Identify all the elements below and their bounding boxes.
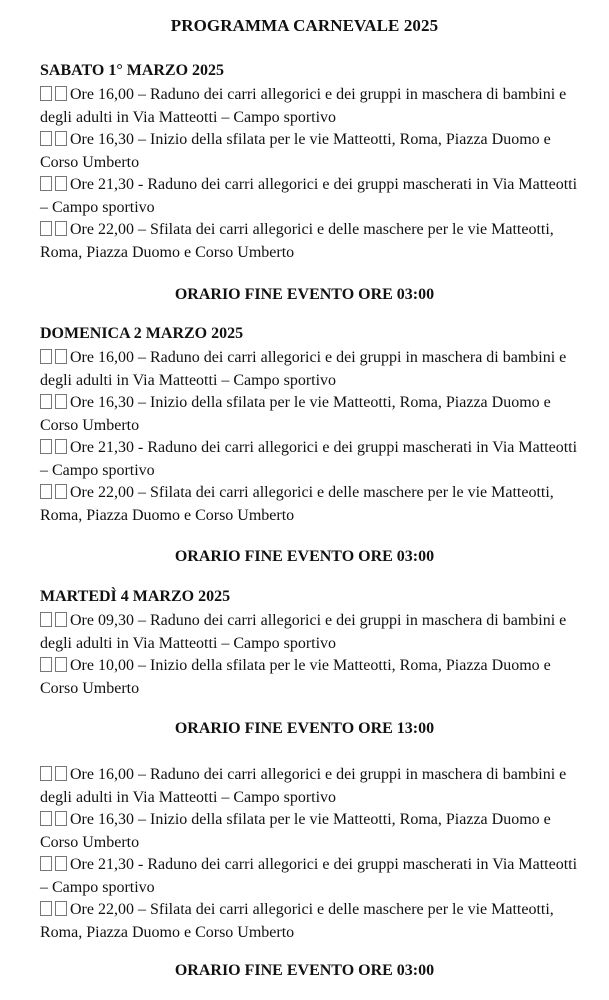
schedule-item — [40, 809, 580, 854]
checkbox-glyph-icon — [40, 856, 52, 871]
schedule-item — [40, 899, 580, 944]
schedule-item-text: Ore 21,30 - Raduno dei carri allegorici e dei gruppi mascherati in Via Matteotti – Campo sportivo — [40, 176, 578, 216]
day-heading-domenica: DOMENICA 2 MARZO 2025 — [40, 325, 244, 342]
checkbox-glyph-icon — [55, 394, 67, 409]
schedule-item-text: Ore 21,30 - Raduno dei carri allegorici e dei gruppi mascherati in Via Matteotti – Campo sportivo — [40, 856, 578, 896]
schedule-item-text: Ore 22,00 – Sfilata dei carri allegorici e delle maschere per le vie Matteotti, Roma, Piazza Duomo e Corso Umberto — [40, 901, 554, 941]
schedule-item-text: Ore 21,30 - Raduno dei carri allegorici e dei gruppi mascherati in Via Matteotti – Campo sportivo — [40, 439, 578, 479]
schedule-item-text: Ore 16,00 – Raduno dei carri allegorici e dei gruppi in maschera di bambini e degli adulti in Via Matteotti – Campo sportivo — [40, 86, 567, 126]
schedule-item — [40, 347, 580, 392]
checkbox-glyph-icon — [40, 394, 52, 409]
checkbox-glyph-icon — [40, 612, 52, 627]
checkbox-glyph-icon — [55, 439, 67, 454]
schedule-item-text: Ore 10,00 – Inizio della sfilata per le vie Matteotti, Roma, Piazza Duomo e Corso Umberto — [40, 657, 551, 697]
checkbox-glyph-icon — [40, 766, 52, 781]
checkbox-glyph-icon — [55, 612, 67, 627]
checkbox-glyph-icon — [55, 176, 67, 191]
checkbox-glyph-icon — [40, 484, 52, 499]
schedule-item — [40, 437, 580, 482]
schedule-item-text: Ore 16,30 – Inizio della sfilata per le vie Matteotti, Roma, Piazza Duomo e Corso Umberto — [40, 811, 551, 851]
checkbox-glyph-icon — [55, 766, 67, 781]
checkbox-glyph-icon — [40, 221, 52, 236]
schedule-item — [40, 482, 580, 527]
checkbox-glyph-icon — [55, 657, 67, 672]
checkbox-glyph-icon — [40, 901, 52, 916]
checkbox-glyph-icon — [55, 221, 67, 236]
checkbox-glyph-icon — [40, 439, 52, 454]
schedule-item-text: Ore 16,30 – Inizio della sfilata per le vie Matteotti, Roma, Piazza Duomo e Corso Umberto — [40, 394, 551, 434]
schedule-item — [40, 854, 580, 899]
checkbox-glyph-icon — [40, 86, 52, 101]
page-title: PROGRAMMA CARNEVALE 2025 — [170, 16, 439, 35]
schedule-item-text: Ore 09,30 – Raduno dei carri allegorici e dei gruppi in maschera di bambini e degli adulti in Via Matteotti – Campo sportivo — [40, 612, 567, 652]
schedule-item-text: Ore 22,00 – Sfilata dei carri allegorici e delle maschere per le vie Matteotti, Roma, Piazza Duomo e Corso Umberto — [40, 221, 554, 261]
schedule-item-text: Ore 16,00 – Raduno dei carri allegorici e dei gruppi in maschera di bambini e degli adulti in Via Matteotti – Campo sportivo — [40, 766, 567, 806]
checkbox-glyph-icon — [40, 349, 52, 364]
schedule-item — [40, 610, 580, 655]
schedule-item — [40, 174, 580, 219]
schedule-item — [40, 84, 580, 129]
schedule-item — [40, 392, 580, 437]
checkbox-glyph-icon — [55, 856, 67, 871]
schedule-item-text: Ore 16,30 – Inizio della sfilata per le vie Matteotti, Roma, Piazza Duomo e Corso Umberto — [40, 131, 551, 171]
checkbox-glyph-icon — [55, 811, 67, 826]
checkbox-glyph-icon — [40, 657, 52, 672]
end-time-notice: ORARIO FINE EVENTO ORE 03:00 — [174, 962, 435, 979]
checkbox-glyph-icon — [55, 131, 67, 146]
checkbox-glyph-icon — [55, 901, 67, 916]
schedule-item-text: Ore 22,00 – Sfilata dei carri allegorici e delle maschere per le vie Matteotti, Roma, Piazza Duomo e Corso Umberto — [40, 484, 554, 524]
checkbox-glyph-icon — [40, 176, 52, 191]
schedule-item — [40, 219, 580, 264]
schedule-item-text: Ore 16,00 – Raduno dei carri allegorici e dei gruppi in maschera di bambini e degli adulti in Via Matteotti – Campo sportivo — [40, 349, 567, 389]
end-time-notice: ORARIO FINE EVENTO ORE 03:00 — [174, 548, 435, 565]
checkbox-glyph-icon — [55, 349, 67, 364]
day-heading-martedi: MARTEDÌ 4 MARZO 2025 — [40, 588, 231, 605]
day-heading-sabato: SABATO 1° MARZO 2025 — [40, 62, 225, 79]
checkbox-glyph-icon — [55, 484, 67, 499]
checkbox-glyph-icon — [40, 811, 52, 826]
schedule-item — [40, 129, 580, 174]
end-time-notice: ORARIO FINE EVENTO ORE 13:00 — [174, 720, 435, 737]
end-time-notice: ORARIO FINE EVENTO ORE 03:00 — [174, 286, 435, 303]
checkbox-glyph-icon — [40, 131, 52, 146]
checkbox-glyph-icon — [55, 86, 67, 101]
schedule-item — [40, 655, 580, 700]
schedule-item — [40, 764, 580, 809]
